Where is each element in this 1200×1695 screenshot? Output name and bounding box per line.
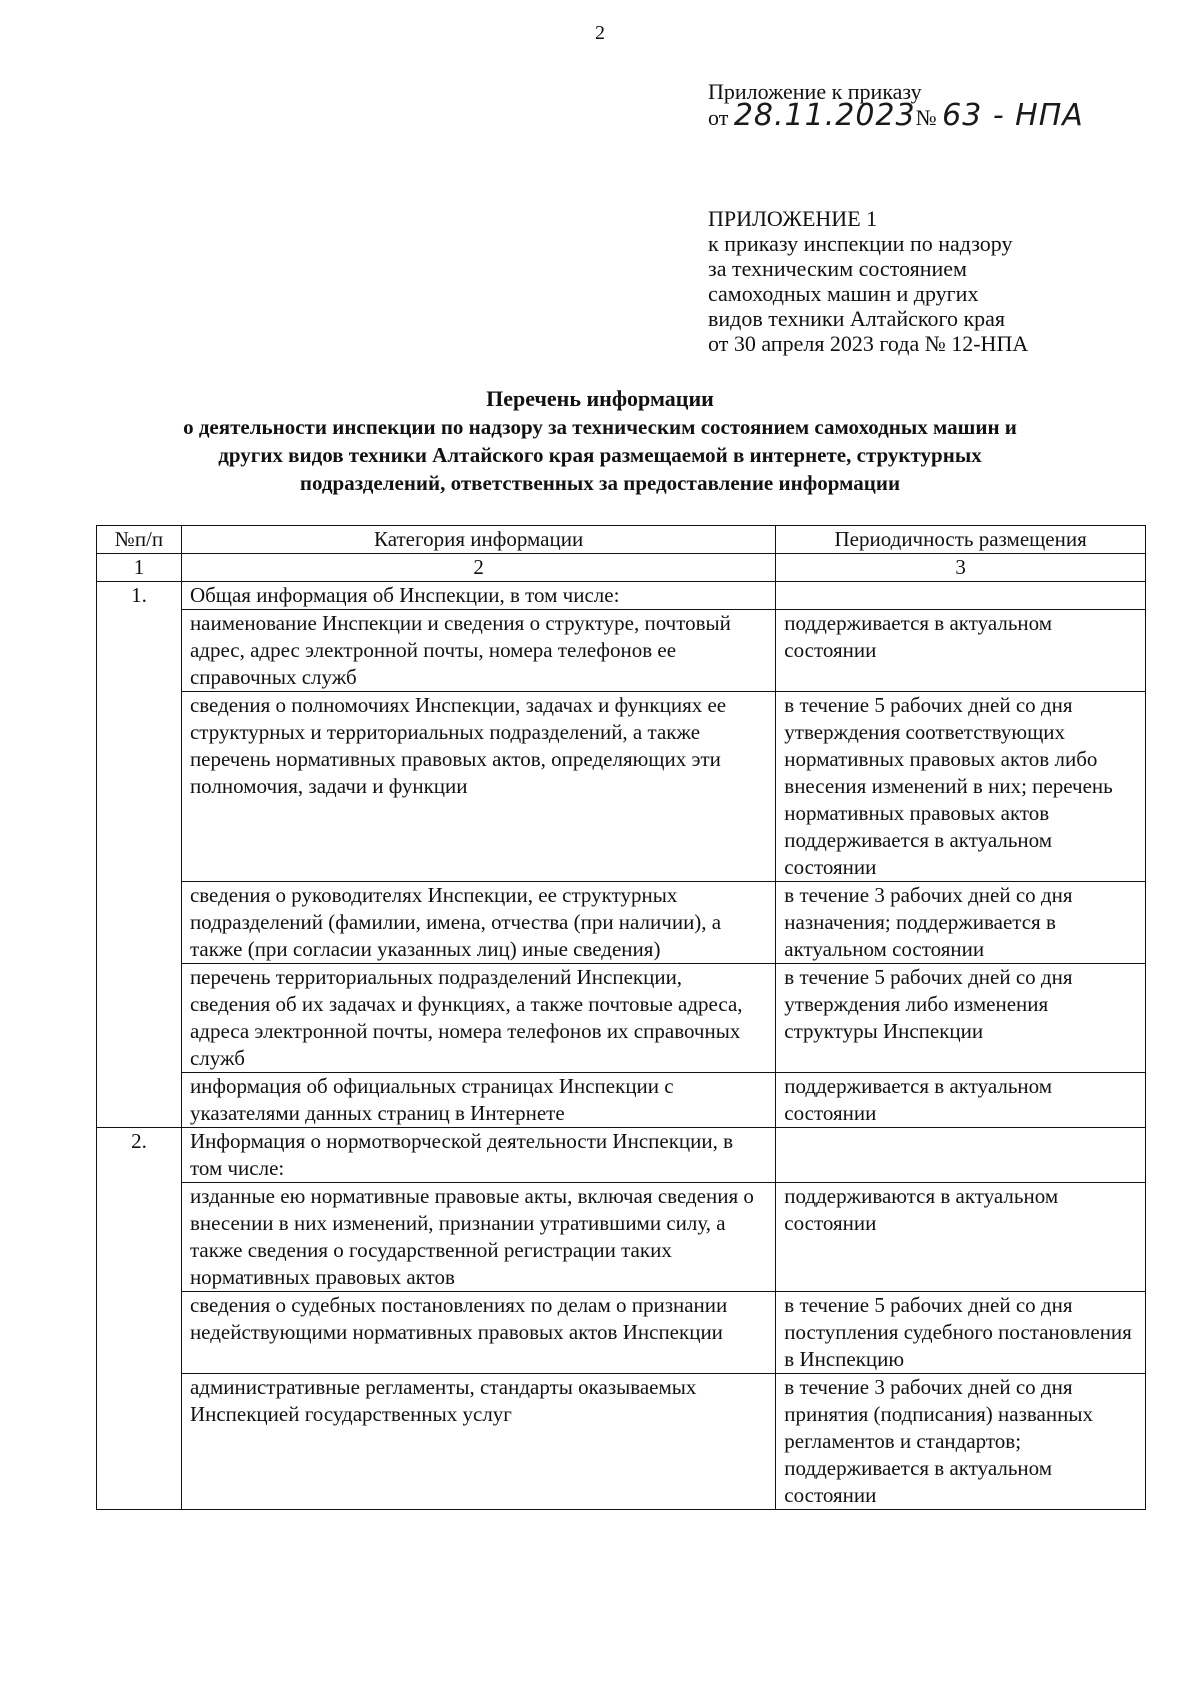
- table-row: [97, 1073, 1146, 1128]
- table-row: [97, 1292, 1146, 1374]
- handwritten-number: 63 - НПА: [942, 98, 1084, 133]
- section-title: Информация о нормотворческой деятельности Инспекции, в том числе:: [181, 1128, 775, 1183]
- attachment-line: Приложение к приказу: [708, 79, 922, 104]
- page-number: 2: [595, 22, 605, 44]
- period-cell: поддерживаются в актуальном состоянии: [776, 1183, 1146, 1292]
- category-cell: административные регламенты, стандарты оказываемых Инспекцией государственных услуг: [181, 1374, 775, 1510]
- document-title-line: других видов техники Алтайского края размещаемой в интернете, структурных: [218, 443, 982, 467]
- header-number: №п/п: [97, 526, 182, 554]
- header-period: Периодичность размещения: [776, 526, 1146, 554]
- period-cell: в течение 3 рабочих дней со дня принятия (подписания) названных регламентов и стандартов; поддерживается в актуальном состоянии: [776, 1374, 1146, 1510]
- appendix-line: видов техники Алтайского края: [708, 306, 1006, 331]
- period-cell: в течение 5 рабочих дней со дня поступления судебного постановления в Инспекцию: [776, 1292, 1146, 1374]
- table-row: [97, 964, 1146, 1073]
- category-cell: изданные ею нормативные правовые акты, включая сведения о внесении в них изменений, признании утратившими силу, а также сведения о государственной регистрации таких нормативных правовых актов: [181, 1183, 775, 1292]
- appendix-line: от 30 апреля 2023 года № 12-НПА: [708, 331, 1029, 356]
- category-cell: наименование Инспекции и сведения о структуре, почтовый адрес, адрес электронной почты, номера телефонов ее справочных служб: [181, 610, 775, 692]
- table-row: [97, 610, 1146, 692]
- section-number: 2.: [97, 1128, 182, 1510]
- attachment-prefix: от: [708, 105, 729, 130]
- order-attachment-note: [708, 79, 1084, 133]
- document-title: [100, 385, 1100, 497]
- document-title-main: Перечень информации: [486, 386, 714, 411]
- appendix-line: самоходных машин и других: [708, 281, 979, 306]
- section-row: [97, 1128, 1146, 1183]
- handwritten-date: 28.11.2023: [733, 98, 916, 133]
- table-header-row: [97, 526, 1146, 554]
- table-row: [97, 882, 1146, 964]
- section-row: [97, 582, 1146, 610]
- document-title-line: подразделений, ответственных за предоставление информации: [299, 471, 901, 495]
- table-row: [97, 1183, 1146, 1292]
- category-cell: сведения о судебных постановлениях по делам о признании недействующими нормативных правовых актов Инспекции: [181, 1292, 775, 1374]
- column-number: 3: [776, 554, 1146, 582]
- number-sign: №: [915, 105, 937, 130]
- period-cell: в течение 5 рабочих дней со дня утверждения соответствующих нормативных правовых актов либо внесения изменений в них; перечень нормативных правовых актов поддерживается в актуальном состоянии: [776, 692, 1146, 882]
- column-number: 1: [97, 554, 182, 582]
- period-cell: поддерживается в актуальном состоянии: [776, 1073, 1146, 1128]
- header-category: Категория информации: [181, 526, 775, 554]
- category-cell: сведения о руководителях Инспекции, ее структурных подразделений (фамилии, имена, отчества (при наличии), а также (при согласии указанных лиц) иные сведения): [181, 882, 775, 964]
- category-cell: перечень территориальных подразделений Инспекции, сведения об их задачах и функциях, а также почтовые адреса, адреса электронной почты, номера телефонов их справочных служб: [181, 964, 775, 1073]
- period-cell: в течение 3 рабочих дней со дня назначения; поддерживается в актуальном состоянии: [776, 882, 1146, 964]
- attachment-date-line: [708, 98, 1084, 133]
- document-title-line: о деятельности инспекции по надзору за техническим состоянием самоходных машин и: [183, 415, 1017, 439]
- appendix-header: [708, 206, 1028, 356]
- column-number: 2: [181, 554, 775, 582]
- table-row: [97, 692, 1146, 882]
- period-cell: в течение 5 рабочих дней со дня утверждения либо изменения структуры Инспекции: [776, 964, 1146, 1073]
- appendix-title: ПРИЛОЖЕНИЕ 1: [708, 206, 878, 231]
- period-cell: поддерживается в актуальном состоянии: [776, 610, 1146, 692]
- section-title: Общая информация об Инспекции, в том числе:: [181, 582, 775, 610]
- appendix-line: за техническим состоянием: [708, 256, 967, 281]
- table-row: [97, 1374, 1146, 1510]
- category-cell: информация об официальных страницах Инспекции с указателями данных страниц в Интернете: [181, 1073, 775, 1128]
- column-numbering-row: [97, 554, 1146, 582]
- appendix-line: к приказу инспекции по надзору: [708, 231, 1013, 256]
- category-cell: сведения о полномочиях Инспекции, задачах и функциях ее структурных и территориальных подразделений, а также перечень нормативных правовых актов, определяющих эти полномочия, задачи и функции: [181, 692, 775, 882]
- information-table: [96, 525, 1146, 1510]
- section-number: 1.: [97, 582, 182, 1128]
